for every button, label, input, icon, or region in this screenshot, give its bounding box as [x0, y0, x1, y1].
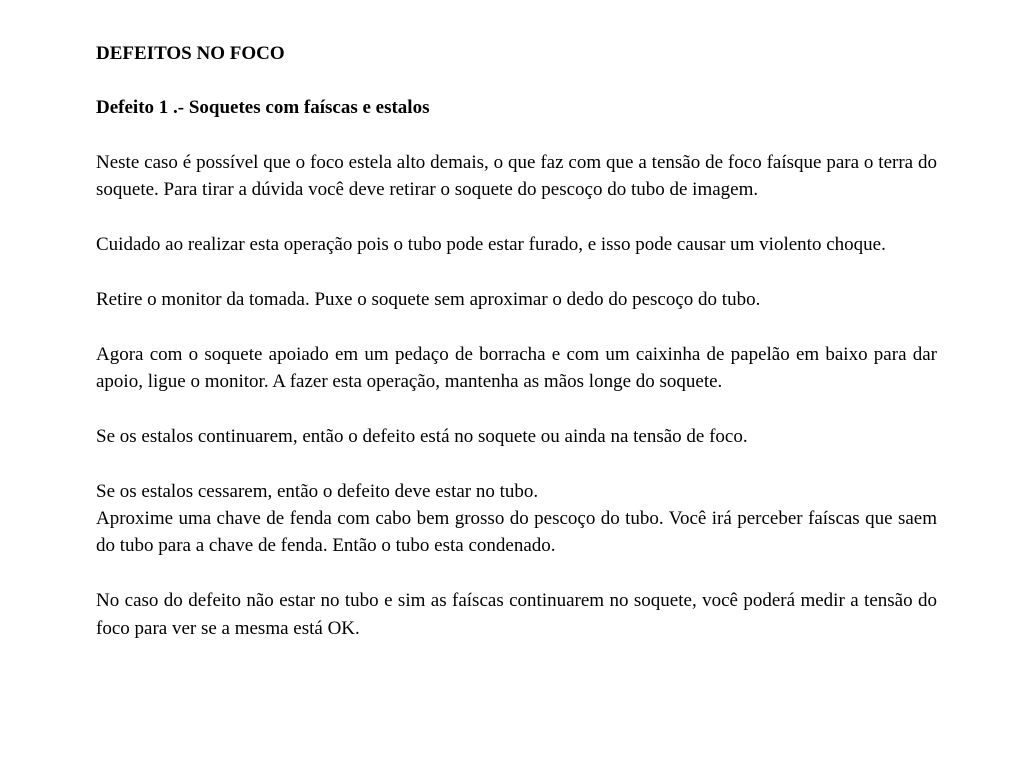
- paragraph-3: Retire o monitor da tomada. Puxe o soquete sem aproximar o dedo do pescoço do tubo.: [96, 288, 761, 310]
- spacer: [96, 450, 937, 477]
- paragraph-1: Neste caso é possível que o foco estela alto demais, o que faz com que a tensão de foco faísque para o terra do soquete. Para tirar a dúvida você deve retirar o soquete do pescoço do tubo de imagem.: [96, 151, 937, 201]
- spacer: [96, 258, 937, 285]
- spacer: [96, 204, 937, 231]
- document-title: DEFEITOS NO FOCO: [96, 43, 285, 64]
- paragraph-7: Aproxime uma chave de fenda com cabo bem grosso do pescoço do tubo. Você irá perceber faíscas que saem do tubo para a chave de fenda. Então o tubo esta condenado.: [96, 507, 937, 557]
- paragraph-6: Se os estalos cessarem, então o defeito deve estar no tubo.: [96, 480, 539, 502]
- spacer: [96, 313, 937, 340]
- paragraph-5: Se os estalos continuarem, então o defeito está no soquete ou ainda na tensão de foco.: [96, 425, 748, 447]
- paragraph-2: Cuidado ao realizar esta operação pois o tubo pode estar furado, e isso pode causar um violento choque.: [96, 233, 886, 255]
- paragraph-4: Agora com o soquete apoiado em um pedaço de borracha e com um caixinha de papelão em baixo para dar apoio, ligue o monitor. A fazer esta operação, mantenha as mãos longe do soquete.: [96, 343, 937, 392]
- spacer: [96, 67, 937, 94]
- spacer: [96, 395, 937, 422]
- document-page: [96, 40, 937, 642]
- paragraph-8: No caso do defeito não estar no tubo e sim as faíscas continuarem no soquete, você poderá medir a tensão do foco para ver se a mesma está OK.: [96, 590, 937, 639]
- spacer: [96, 121, 937, 148]
- section-title: Defeito 1 .- Soquetes com faíscas e estalos: [96, 97, 430, 119]
- spacer: [96, 560, 937, 587]
